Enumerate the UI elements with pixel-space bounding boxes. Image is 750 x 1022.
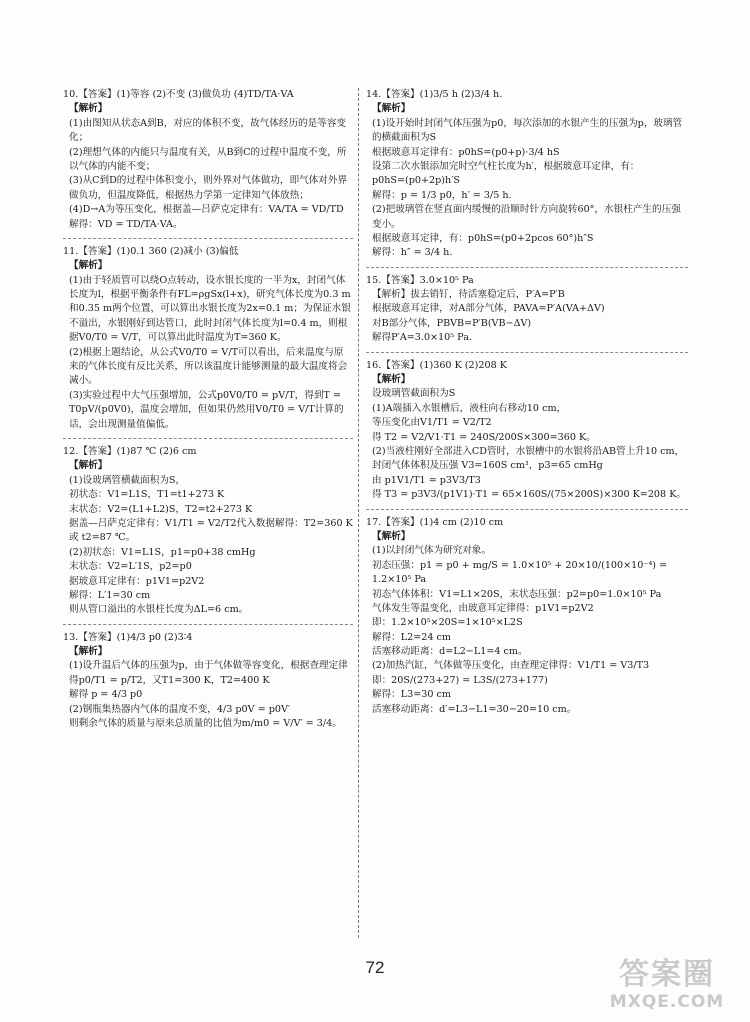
text-line: 对B部分气体，PBVB=P′B(VB−ΔV)	[372, 317, 532, 329]
text-line: 末状态：V2=(L1+L2)S，T2=t2+273 K	[69, 503, 253, 515]
text-line: 即：20S/(273+27) = L3S/(273+177)	[372, 674, 548, 686]
text-line: 则从管口溢出的水银柱长度为ΔL=6 cm。	[69, 604, 249, 616]
text-line: 解得：L3=30 cm	[372, 689, 452, 701]
text-line: 解得 p = 4/3 p0	[69, 689, 143, 701]
text-line: 初态气体体积：V1=L1×20S，末状态压强：p2=p0=1.0×10⁵ Pa	[372, 588, 662, 600]
text-line: 末状态：V2=L′1S，p2=p0	[69, 561, 192, 573]
text-line: (3)从C到D的过程中体积变小，则外界对气体做功，即气体对外界做负功，但温度降低，根据热力学第一定律知气体放热；	[69, 175, 348, 201]
answer-block-12	[63, 445, 356, 625]
text-line: 活塞移动距离：d=L2−L1=4 cm。	[372, 646, 528, 658]
text-line: 根据玻意耳定律有：p0hS=(p0+p)·3/4 hS	[372, 146, 560, 158]
answer-header: 14.【答案】(1)3/5 h (2)3/4 h.	[366, 89, 503, 100]
text-line: 解得：h″ = 3/4 h.	[372, 247, 453, 259]
text-line: 解得：L2=24 cm	[372, 631, 452, 643]
text-line: (3)实验过程中大气压强增加，公式p0V0/T0 = pV/T，得到T = T0pV/(p0V0)，温度会增加，但如果仍然用V0/T0 = V/T计算的话，会出现测量值偏低。	[69, 389, 345, 430]
text-line: (2)根据上题结论，从公式V0/T0 = V/T可以看出，后来温度与原来的气体长度有反比关系，所以该温度计能够测量的最大温度将会减小。	[69, 346, 348, 387]
text-line: (2)钢瓶集热器内气体的温度不变，4/3 p0V = p0V′	[69, 703, 291, 715]
answer-header: 17.【答案】(1)4 cm (2)10 cm	[366, 516, 504, 528]
watermark-logo-text: 答案圈	[619, 957, 715, 992]
answer-block-13	[63, 631, 353, 738]
text-line: 等压变化由V1/T1 = V2/T2	[372, 417, 492, 429]
analysis-label: 【解析】	[69, 646, 108, 658]
analysis-label: 【解析】	[69, 460, 108, 472]
text-line: (1)由图知从状态A到B，对应的体积不变，故气体经历的是等容变化；	[69, 117, 347, 144]
text-line: 活塞移动距离：d′=L3−L1=30−20=10 cm。	[372, 703, 577, 715]
text-line: 气体发生等温变化，由玻意耳定律得：p1V1=p2V2	[372, 602, 594, 614]
text-line: (1)A端插入水银槽后，液柱向右移动10 cm，	[372, 402, 567, 414]
left-column	[63, 88, 356, 743]
text-line: (1)设升温后气体的压强为p，由于气体做等容变化，根据查理定律得p0/T1 = p/T2，又T1=300 K，T2=400 K	[69, 660, 348, 686]
text-line: (2)理想气体的内能只与温度有关，从B到C的过程中温度不变，所以气体的内能不变；	[69, 146, 347, 172]
answer-block-16	[366, 359, 688, 510]
text-line: 初状态：V1=L1S，T1=t1+273 K	[69, 489, 225, 501]
answer-header: 12.【答案】(1)87 ℃ (2)6 cm	[63, 445, 197, 457]
answer-header: 15.【答案】3.0×10⁵ Pa	[366, 274, 474, 286]
text-line: p0hS=(p0+2p)h′S	[372, 175, 460, 187]
text-line: (4)D→A为等压变化，根据盖—吕萨克定律有：VA/TA = VD/TD	[69, 204, 344, 216]
text-line: 根据玻意耳定律，有：p0hS=(p0+2pcos 60°)h″S	[372, 232, 594, 244]
text-line: 由 p1V1/T1 = p3V3/T3	[372, 474, 481, 486]
text-line: 解得：p = 1/3 p0，h′ = 3/5 h.	[372, 189, 512, 201]
text-line: 根据玻意耳定律，对A部分气体，PAVA=P′A(VA+ΔV)	[372, 303, 605, 315]
text-line: 解得：L′1=30 cm	[69, 589, 151, 601]
text-line: 解得P′A=3.0×10⁵ Pa.	[372, 332, 472, 344]
text-line: 则剩余气体的质量与原来总质量的比值为m/m0 = V/V′ = 3/4。	[69, 718, 342, 730]
answer-block-14	[366, 88, 688, 268]
right-column	[366, 88, 688, 729]
text-line: 设第二次水银添加完时空气柱长度为h′，根据玻意耳定律，有：	[372, 160, 640, 172]
text-line: (2)把玻璃管在竖直面内缓慢的沿顺时针方向旋转60°，水银柱产生的压强变小。	[372, 204, 681, 230]
text-line: 初态压强：p1 = p0 + mg/S = 1.0×10⁵ + 20×10/(100×10⁻⁴) = 1.2×10⁵ Pa	[372, 559, 671, 586]
text-line: (2)当液柱刚好全部进入CD管时，水银槽中的水银将沿AB管上升10 cm，	[372, 445, 685, 457]
text-line: 据玻意耳定律有：p1V1=p2V2	[69, 575, 205, 587]
watermark-url: MXQE.COM	[609, 992, 725, 1012]
answer-block-10	[63, 88, 353, 239]
text-line: 封闭气体体积及压强 V3=160S cm³，p3=65 cmHg	[372, 460, 603, 472]
text-line: 解得：VD = TD/TA·VA。	[69, 218, 183, 230]
analysis-label: 【解析】	[372, 530, 411, 542]
text-line: (2)加热汽缸，气体做等压变化，由查理定律得：V1/T1 = V3/T3	[372, 660, 650, 672]
analysis-label: 【解析】	[372, 103, 411, 115]
text-line: (1)以封闭气体为研究对象。	[372, 545, 492, 557]
answer-header: 10.【答案】(1)等容 (2)不变 (3)做负功 (4)TD/TA·VA	[63, 89, 294, 100]
analysis-label: 【解析】	[69, 103, 108, 115]
answer-header: 16.【答案】(1)360 K (2)208 K	[366, 359, 507, 371]
analysis-label: 【解析】	[372, 374, 411, 386]
text-line: (1)设玻璃管横截面积为S，	[69, 474, 186, 486]
text-line: 得 T2 = V2/V1·T1 = 240S/200S×300=360 K。	[372, 431, 596, 443]
watermark-logo	[592, 958, 742, 1018]
answer-header: 11.【答案】(1)0.1 360 (2)减小 (3)偏低	[63, 245, 239, 257]
text-line: 即：1.2×10⁵×20S=1×10⁵×L2S	[372, 617, 523, 629]
column-divider	[358, 88, 360, 938]
text-line: 设玻璃管截面积为S	[372, 388, 456, 400]
text-line: 【解析】拔去销钉，待活塞稳定后，P′A=P′B	[372, 289, 565, 301]
text-line: (1)设开始时封闭气体压强为p0，每次添加的水银产生的压强为p，玻璃管的横截面积为S	[372, 117, 683, 144]
answer-header: 13.【答案】(1)4/3 p0 (2)3∶4	[63, 631, 193, 643]
analysis-label: 【解析】	[69, 260, 108, 272]
answer-block-15	[366, 274, 688, 353]
answer-block-11	[63, 245, 353, 439]
answer-block-17	[366, 516, 688, 723]
page-number: 72	[365, 958, 385, 977]
text-line: (2)初状态：V1=L1S，p1=p0+38 cmHg	[69, 546, 256, 558]
text-line: 据盖—吕萨克定律有：V1/T1 = V2/T2代入数据解得：T2=360 K 或 t2=87 ℃。	[69, 517, 356, 544]
text-line: 得 T3 = p3V3/(p1V1)·T1 = 65×160S/(75×200S)×300 K=208 K。	[372, 489, 686, 501]
text-line: (1)由于轻质管可以绕O点转动，设水银长度的一半为x，封闭气体长度为l，根据平衡条件有FL=ρgSx(l+x)，研究气体长度为0.3 m和0.35 m两个位置，可以算出水银长度为2x=0.1 m；为保证水银不溢出，水银刚好到达管口，此时封闭气体长度为l=0.4 m，则根据V0/T0 = V/T，可以算出此时温度为T=360 K。	[69, 274, 351, 344]
